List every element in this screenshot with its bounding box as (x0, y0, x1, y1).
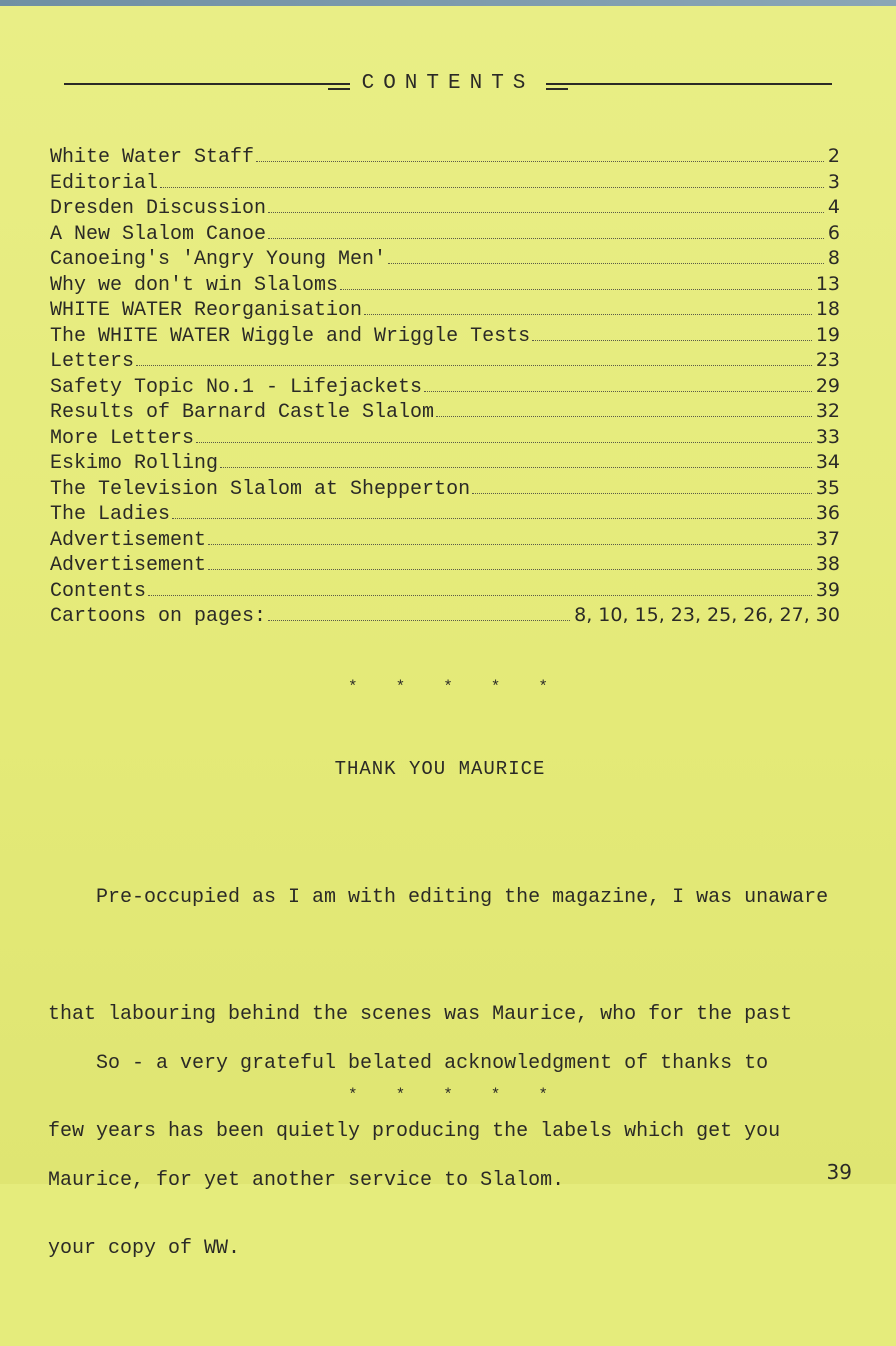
toc-entry (50, 425, 840, 451)
toc-leader-dots (196, 441, 812, 443)
toc-entry-page: 35 (815, 476, 840, 499)
toc-entry-page: 6 (827, 221, 840, 244)
toc-entry (50, 144, 840, 170)
toc-leader-dots (388, 262, 824, 264)
toc-entry-page: 3 (827, 170, 840, 193)
toc-entry-page: 8, 10, 15, 23, 25, 26, 27, 30 (574, 604, 840, 626)
toc-leader-dots (220, 466, 812, 468)
toc-entry-title: More Letters (50, 426, 195, 450)
toc-entry-title: Canoeing's 'Angry Young Men' (50, 248, 387, 271)
toc-entry (50, 246, 840, 272)
asterisk-divider-bottom: ***** (347, 1086, 586, 1104)
toc-leader-dots (268, 211, 824, 213)
notice-paragraph-2 (48, 966, 878, 1278)
toc-leader-dots (208, 543, 812, 545)
toc-entry-page: 23 (815, 349, 840, 371)
toc-entry-title: Letters (50, 350, 135, 373)
toc-entry-title: Safety Topic No.1 - Lifejackets (50, 375, 423, 399)
toc-entry-title: Cartoons on pages: (50, 605, 267, 628)
toc-entry-page: 13 (815, 272, 840, 295)
toc-leader-dots (148, 594, 812, 596)
toc-entry-page: 33 (815, 425, 840, 448)
toc-entry-title: A New Slalom Canoe (50, 222, 267, 246)
toc-entry-page: 32 (815, 400, 840, 422)
header-rule-left (64, 83, 350, 85)
toc-entry-page: 8 (827, 247, 840, 269)
toc-entry-page: 4 (827, 196, 840, 218)
toc-entry (50, 272, 840, 298)
toc-leader-dots (436, 415, 812, 417)
toc-entry-title: Editorial (50, 171, 159, 195)
toc-entry (50, 527, 840, 553)
toc-entry-title: Advertisement (50, 554, 207, 577)
paragraph-line: Maurice, for yet another service to Slalom. (48, 1169, 565, 1192)
toc-entry-page: 39 (815, 578, 840, 601)
toc-entry (50, 603, 840, 629)
page-number: 39 (826, 1160, 852, 1184)
toc-entry (50, 323, 840, 349)
toc-entry-title: The Ladies (50, 503, 171, 526)
toc-entry-title: Contents (50, 579, 147, 603)
toc-entry-page: 2 (827, 145, 840, 167)
toc-entry-title: Advertisement (50, 528, 207, 552)
toc-entry (50, 195, 840, 221)
toc-entry (50, 578, 840, 604)
paragraph-line: few years has been quietly producing the labels which get you (48, 1120, 781, 1143)
toc-entry (50, 501, 840, 527)
toc-entry (50, 297, 840, 323)
toc-leader-dots (160, 186, 824, 188)
toc-entry-title: The Television Slalom at Shepperton (50, 477, 471, 501)
contents-header (64, 68, 832, 98)
toc-entry-title: Dresden Discussion (50, 197, 267, 220)
toc-entry-page: 18 (815, 298, 840, 320)
toc-entry (50, 450, 840, 476)
toc-entry-page: 37 (815, 527, 840, 550)
toc-entry-page: 19 (815, 323, 840, 346)
toc-leader-dots (256, 160, 824, 162)
toc-leader-dots (208, 568, 812, 570)
toc-entry-title: Eskimo Rolling (50, 452, 219, 475)
toc-leader-dots (136, 364, 812, 366)
toc-leader-dots (472, 492, 812, 494)
contents-title: CONTENTS (361, 71, 535, 95)
toc-entry (50, 374, 840, 400)
toc-leader-dots (172, 517, 812, 519)
notice-heading: THANK YOU MAURICE (334, 758, 546, 780)
toc-leader-dots (364, 313, 812, 315)
toc-leader-dots (268, 619, 570, 621)
toc-leader-dots (532, 339, 812, 341)
toc-entry-title: Why we don't win Slaloms (50, 273, 339, 297)
toc-leader-dots (340, 288, 812, 290)
paragraph-line: So - a very grateful belated acknowledgment of thanks to (48, 1052, 769, 1075)
asterisk-divider: ***** (347, 678, 586, 696)
paragraph-line: that labouring behind the scenes was Maurice, who for the past (48, 1003, 793, 1026)
page-top-edge (0, 0, 896, 6)
toc-entry-title: WHITE WATER Reorganisation (50, 299, 363, 322)
toc-leader-dots (424, 390, 812, 392)
toc-entry (50, 552, 840, 578)
table-of-contents (50, 144, 840, 629)
toc-entry (50, 399, 840, 425)
toc-entry (50, 476, 840, 502)
toc-entry-title: White Water Staff (50, 146, 255, 169)
paragraph-line: Pre-occupied as I am with editing the magazine, I was unaware (48, 886, 829, 909)
toc-entry-title: Results of Barnard Castle Slalom (50, 401, 435, 424)
paragraph-line: your copy of WW. (48, 1237, 241, 1260)
toc-entry (50, 170, 840, 196)
toc-entry (50, 348, 840, 374)
toc-entry-page: 29 (815, 374, 840, 397)
toc-entry-page: 36 (815, 502, 840, 524)
header-rule-right (546, 83, 832, 85)
toc-entry-title: The WHITE WATER Wiggle and Wriggle Tests (50, 324, 531, 348)
toc-entry-page: 38 (815, 553, 840, 575)
toc-entry-page: 34 (815, 451, 840, 473)
toc-entry (50, 221, 840, 247)
toc-leader-dots (268, 237, 824, 239)
